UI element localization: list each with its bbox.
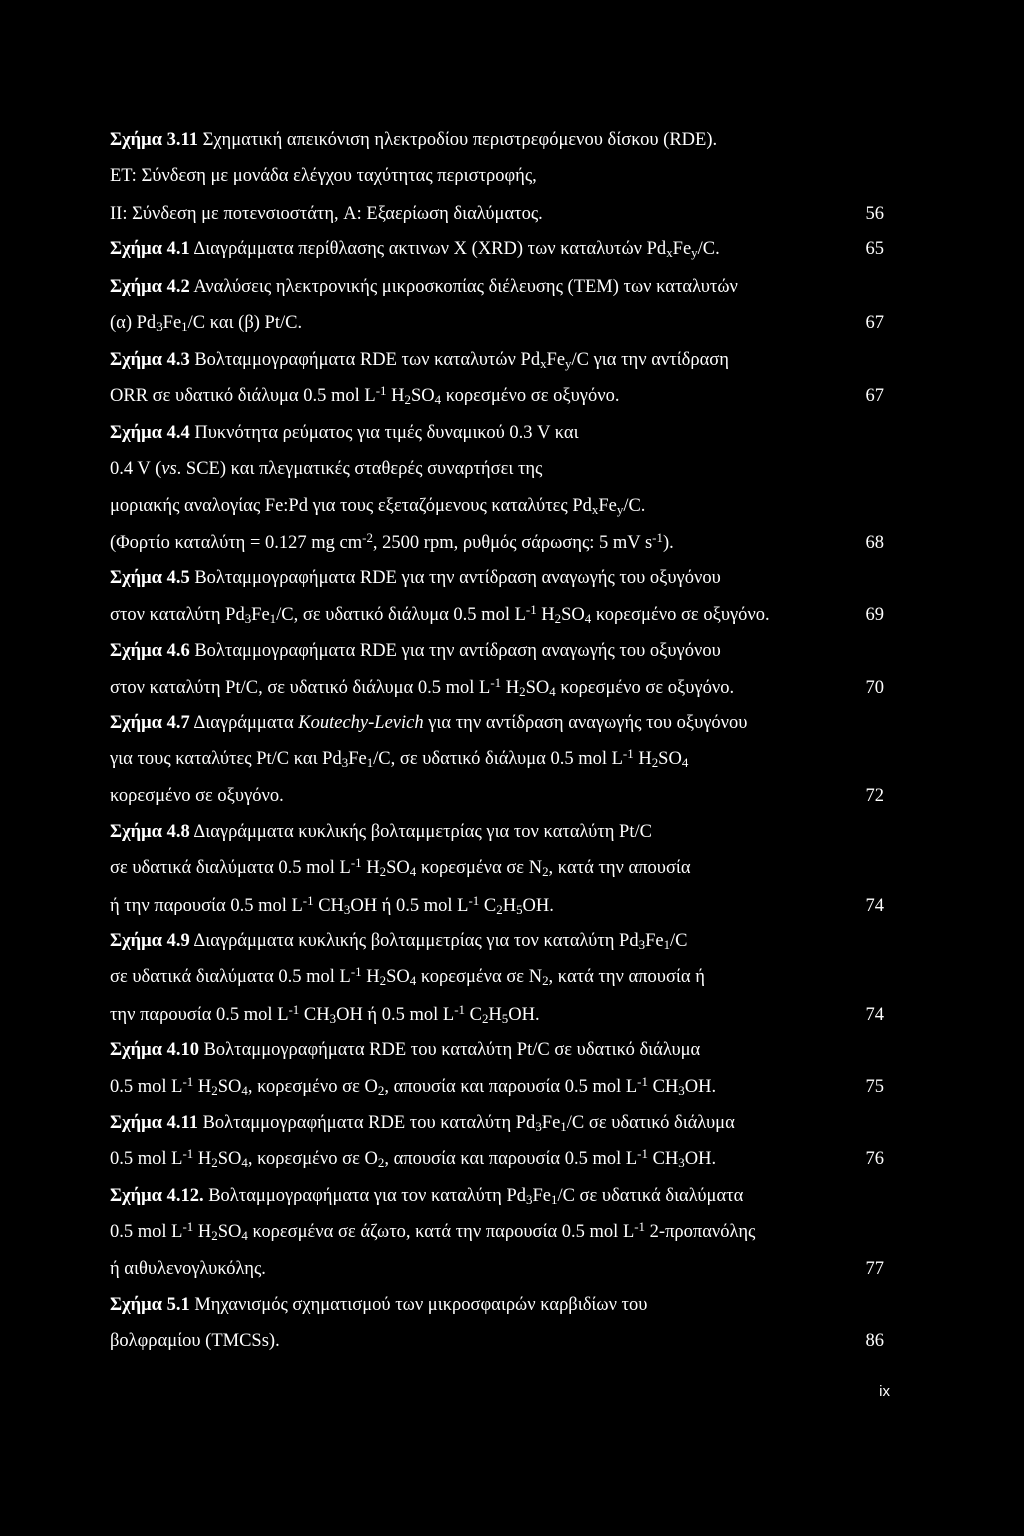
entry-line: στον καταλύτη Pt/C, σε υδατικό διάλυμα 0.5 mol $L^{-1}$ $H_2SO_4$ κορεσμένο σε οξυγόνο. [110, 675, 735, 699]
figure-label: Σχήμα 4.3 [110, 350, 190, 370]
entry-line: την παρουσία 0.5 mol $L^{-1}$ $CH_3OH$ ή 0.5 mol $L^{-1}$ $C_2H_5OH$. [110, 1002, 540, 1026]
list-item: Σχήμα 5.1 Μηχανισμός σχηματισμού των μικροσφαιρών καρβιδίων του [110, 1295, 648, 1315]
list-item: Σχήμα 4.12. Βολταμμογραφήματα για τον καταλύτη $Pd_3Fe_1/C$ σε υδατικά διαλύματα [110, 1186, 744, 1207]
figure-label: Σχήμα 4.10 [110, 1040, 199, 1060]
figure-label: Σχήμα 3.11 [110, 130, 198, 150]
entry-line: για τους καταλύτες Pt/C και $Pd_3Fe_1/C$, σε υδατικό διάλυμα 0.5 mol $L^{-1}$ $H_2SO_4$ [110, 746, 689, 770]
list-item: Σχήμα 4.10 Βολταμμογραφήματα RDE του καταλύτη Pt/C σε υδατικό διάλυμα [110, 1040, 701, 1060]
entry-line: (α) $Pd_3Fe_1/C$ και (β) Pt/C. [110, 313, 303, 334]
page-ref: 77 [865, 1259, 884, 1279]
entry-line: (Φορτίο καταλύτη = 0.127 mg $cm^{-2}$, 2500 rpm, ρυθμός σάρωσης: 5 mV $s^{-1}$). [110, 530, 674, 553]
entry-line: ET: Σύνδεση με μονάδα ελέγχου ταχύτητας περιστροφής, [110, 166, 537, 186]
list-item: Σχήμα 4.8 Διαγράμματα κυκλικής βολταμμετρίας για τον καταλύτη Pt/C [110, 822, 652, 842]
page-ref: 74 [865, 1005, 884, 1025]
list-item: Σχήμα 4.7 Διαγράμματα Koutechy-Levich για την αντίδραση αναγωγής του οξυγόνου [110, 713, 748, 733]
entry-line: βολφραμίου (TMCSs). [110, 1331, 280, 1351]
figure-label: Σχήμα 4.6 [110, 641, 190, 661]
entry-line: σε υδατικά διαλύματα 0.5 mol $L^{-1}$ $H_2SO_4$ κορεσμένα σε $N_2$, κατά την απουσία [110, 855, 691, 879]
figure-label: Σχήμα 4.4 [110, 423, 190, 443]
page-ref: 70 [865, 678, 884, 698]
list-item: Σχήμα 4.2 Αναλύσεις ηλεκτρονικής μικροσκοπίας διέλευσης (TEM) των καταλυτών [110, 277, 738, 297]
list-item: Σχήμα 4.3 Βολταμμογραφήματα RDE των καταλυτών $Pd_xFe_y/C$ για την αντίδραση [110, 350, 729, 371]
list-item: Σχήμα 4.4 Πυκνότητα ρεύματος για τιμές δυναμικού 0.3 V και [110, 423, 579, 443]
page-ref: 67 [865, 313, 884, 333]
entry-line: 0.4 V (vs. SCE) και πλεγματικές σταθερές συναρτήσει της [110, 459, 543, 479]
list-item: Σχήμα 4.11 Βολταμμογραφήματα RDE του καταλύτη $Pd_3Fe_1/C$ σε υδατικό διάλυμα [110, 1113, 735, 1134]
page-ref: 68 [865, 533, 884, 553]
entry-line: ή αιθυλενογλυκόλης. [110, 1259, 266, 1279]
entry-line: 0.5 mol $L^{-1}$ $H_2SO_4$, κορεσμένο σε $O_2$, απουσία και παρουσία 0.5 mol $L^{-1}$ $CH_3OH$. [110, 1146, 717, 1170]
page-ref: 65 [865, 239, 884, 259]
figure-label: Σχήμα 4.8 [110, 822, 190, 842]
page-ref: 56 [865, 204, 884, 224]
list-item: Σχήμα 4.1 Διαγράμματα περίθλασης ακτινων X (XRD) των καταλυτών $Pd_xFe_y/C$. [110, 239, 720, 260]
list-item: Σχήμα 4.5 Βολταμμογραφήματα RDE για την αντίδραση αναγωγής του οξυγόνου [110, 568, 721, 588]
entry-line: κορεσμένο σε οξυγόνο. [110, 786, 284, 806]
figure-label: Σχήμα 4.12. [110, 1186, 204, 1206]
figure-label: Σχήμα 4.1 [110, 239, 190, 259]
page-ref: 86 [865, 1331, 884, 1351]
entry-line: 0.5 mol $L^{-1}$ $H_2SO_4$ κορεσμένα σε άζωτο, κατά την παρουσία 0.5 mol $L^{-1}$ 2-προπανόλης [110, 1219, 756, 1243]
page-number: ix [879, 1383, 890, 1400]
figure-label: Σχήμα 5.1 [110, 1295, 190, 1315]
list-item: Σχήμα 4.9 Διαγράμματα κυκλικής βολταμμετρίας για τον καταλύτη $Pd_3Fe_1/C$ [110, 931, 688, 952]
figure-label: Σχήμα 4.7 [110, 713, 190, 733]
figure-label: Σχήμα 4.11 [110, 1113, 198, 1133]
figure-label: Σχήμα 4.5 [110, 568, 190, 588]
entry-line: 0.5 mol $L^{-1}$ $H_2SO_4$, κορεσμένο σε $O_2$, απουσία και παρουσία 0.5 mol $L^{-1}$ $CH_3OH$. [110, 1074, 717, 1098]
page-ref: 72 [865, 786, 884, 806]
page-ref: 67 [865, 386, 884, 406]
list-item: Σχήμα 4.6 Βολταμμογραφήματα RDE για την αντίδραση αναγωγής του οξυγόνου [110, 641, 721, 661]
entry-line: ORR σε υδατικό διάλυμα 0.5 mol $L^{-1}$ $H_2SO_4$ κορεσμένο σε οξυγόνο. [110, 383, 620, 407]
entry-line: σε υδατικά διαλύματα 0.5 mol $L^{-1}$ $H_2SO_4$ κορεσμένα σε $N_2$, κατά την απουσία ή [110, 964, 705, 988]
page-ref: 76 [865, 1149, 884, 1169]
list-item: Σχήμα 3.11 Σχηματική απεικόνιση ηλεκτροδίου περιστρεφόμενου δίσκου (RDE). [110, 130, 718, 150]
figure-label: Σχήμα 4.2 [110, 277, 190, 297]
figure-label: Σχήμα 4.9 [110, 931, 190, 951]
page-ref: 74 [865, 896, 884, 916]
entry-line: II: Σύνδεση με ποτενσιοστάτη, A: Εξαερίωση διαλύματος. [110, 204, 543, 224]
page-ref: 69 [865, 605, 884, 625]
page-ref: 75 [865, 1077, 884, 1097]
entry-line: ή την παρουσία 0.5 mol $L^{-1}$ $CH_3OH$ ή 0.5 mol $L^{-1}$ $C_2H_5OH$. [110, 893, 554, 917]
entry-line: μοριακής αναλογίας Fe:Pd για τους εξεταζόμενους καταλύτες $Pd_xFe_y/C$. [110, 496, 646, 517]
entry-line: στον καταλύτη $Pd_3Fe_1/C$, σε υδατικό διάλυμα 0.5 mol $L^{-1}$ $H_2SO_4$ κορεσμένο σε οξυγόνο. [110, 602, 770, 626]
